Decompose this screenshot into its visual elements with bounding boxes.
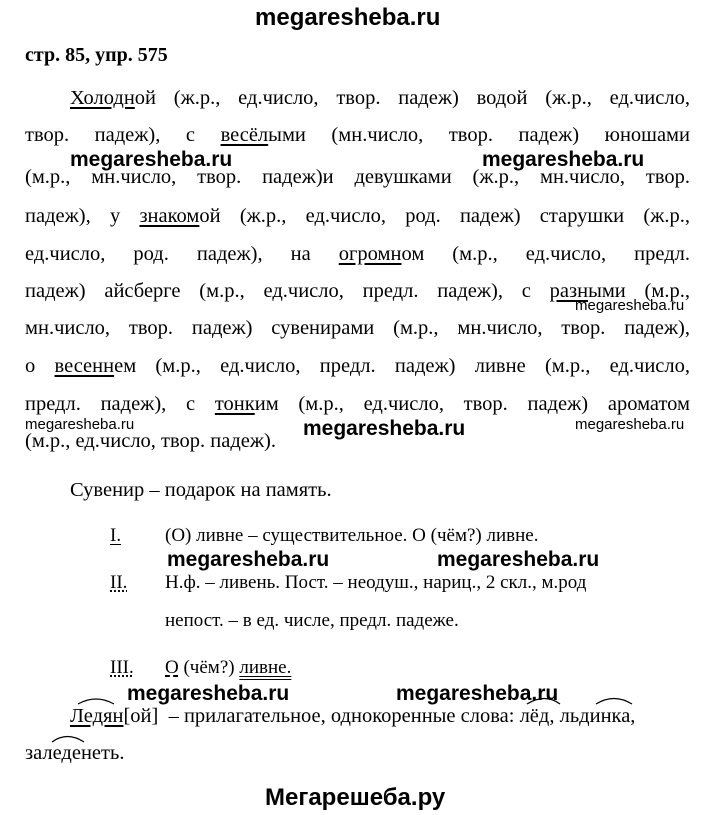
related-word: льдинка bbox=[559, 705, 631, 727]
line-text: (м.р., мн.число, твор. падеж)и девушками (ж.р., мн.число, твор. bbox=[25, 166, 690, 188]
site-footer: Мегарешеба.ру bbox=[265, 784, 446, 811]
site-header: megaresheba.ru bbox=[255, 4, 441, 31]
root-word: тонк bbox=[214, 393, 255, 415]
exercise-reference: стр. 85, упр. 575 bbox=[25, 44, 168, 66]
adjective-ending: [ой] bbox=[123, 705, 159, 727]
line-text: (м.р., ед.число, твор. падеж). bbox=[25, 430, 277, 452]
related-word: заледенеть bbox=[25, 742, 120, 764]
watermark: megaresheba.ru bbox=[127, 682, 290, 705]
line-text: ем (м.р., ед.число, предл. падеж) ливне (м.р., ед.число, bbox=[114, 355, 691, 377]
root-word: весенн bbox=[54, 355, 115, 377]
question-text: (чём?) bbox=[178, 657, 240, 678]
line-text: предл. падеж), с bbox=[25, 393, 215, 415]
line-text: твор. падеж), с bbox=[25, 124, 221, 146]
step-number-label: II. bbox=[110, 572, 128, 593]
root-word: огромн bbox=[338, 243, 402, 265]
step-text-1: (О) ливне – существительное. О (чём?) ливне. bbox=[165, 525, 539, 546]
separator: . bbox=[119, 742, 125, 764]
adjective-root: Ледян bbox=[70, 705, 124, 727]
watermark: megaresheba.ru bbox=[482, 148, 645, 171]
root-arc bbox=[52, 737, 84, 743]
root-arc bbox=[596, 699, 632, 705]
line-text: – прилагательное, однокоренные слова: bbox=[168, 705, 520, 727]
line-text: им (м.р., ед.число, твор. падеж) ароматом bbox=[254, 393, 690, 415]
watermark-small: megaresheba.ru bbox=[575, 297, 685, 314]
line-text: ом (м.р., ед.число, предл. bbox=[401, 243, 690, 265]
watermark: megaresheba.ru bbox=[167, 548, 330, 571]
subject-word: О bbox=[165, 657, 179, 678]
watermark: megaresheba.ru bbox=[303, 417, 466, 440]
step-text-2: Н.ф. – ливень. Пост. – неодуш., нариц., 2 скл., м.род bbox=[165, 572, 587, 593]
watermark-small: megaresheba.ru bbox=[575, 416, 685, 433]
line-text: падеж), у bbox=[25, 205, 140, 227]
step-number-label: I. bbox=[110, 525, 122, 546]
root-word: разн bbox=[549, 280, 589, 302]
line-text: о bbox=[25, 355, 55, 377]
root-word: Холодн bbox=[70, 87, 135, 109]
root-word: весёл bbox=[220, 124, 269, 146]
object-word: ливне. bbox=[239, 657, 292, 678]
line-text: падеж) айсберге (м.р., ед.число, предл. падеж), с bbox=[25, 280, 550, 302]
line-text: ой (ж.р., ед.число, твор. падеж) водой (ж.р., ед.число, bbox=[134, 87, 690, 109]
line-text: ыми (м.р., bbox=[588, 280, 690, 302]
definition-line: Сувенир – подарок на память. bbox=[70, 479, 332, 501]
watermark-small: megaresheba.ru bbox=[25, 416, 135, 433]
related-word: лёд bbox=[519, 705, 550, 727]
root-arc bbox=[78, 699, 114, 704]
line-text: ед.число, род. падеж), на bbox=[25, 243, 339, 265]
watermark: megaresheba.ru bbox=[396, 682, 559, 705]
line-text: мн.число, твор. падеж) сувенирами (м.р., мн.число, твор. падеж), bbox=[25, 317, 690, 339]
watermark: megaresheba.ru bbox=[437, 548, 600, 571]
step-number-label: III. bbox=[110, 657, 134, 678]
separator: , bbox=[549, 705, 560, 727]
step-text-2b: непост. – в ед. числе, предл. падеже. bbox=[165, 610, 459, 631]
line-text: ой (ж.р., ед.число, род. падеж) старушки (ж.р., bbox=[199, 205, 690, 227]
line-text: ыми (мн.число, твор. падеж) юношами bbox=[268, 124, 691, 146]
separator: , bbox=[630, 705, 636, 727]
watermark: megaresheba.ru bbox=[70, 148, 233, 171]
root-word: знаком bbox=[139, 205, 200, 227]
